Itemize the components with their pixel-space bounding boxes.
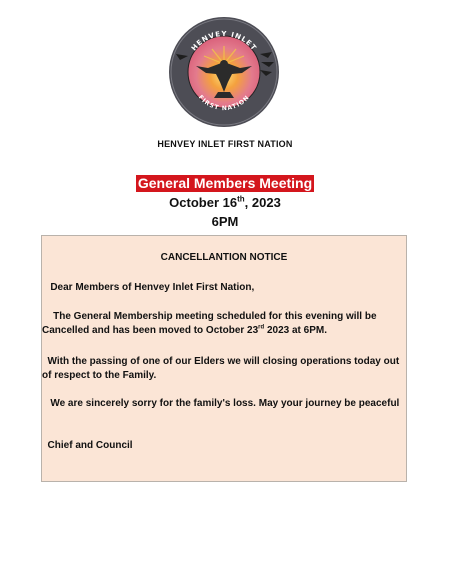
notice-p2-superscript: rd <box>258 324 265 331</box>
event-date-suffix: th <box>237 194 245 204</box>
logo-ring-bottom-text: FIRST NATION <box>196 93 252 113</box>
event-title-wrap <box>0 175 450 193</box>
notice-paragraph-4: We are sincerely sorry for the family's loss. May your journey be peaceful <box>42 398 400 409</box>
notice-p2-text-b: 2023 at 6PM. <box>264 325 327 336</box>
notice-box <box>41 235 407 482</box>
organization-name: HENVEY INLET FIRST NATION <box>157 139 293 149</box>
event-date-prefix: October 16 <box>169 195 238 210</box>
notice-paragraph-2-line-2 <box>42 324 404 338</box>
event-title: General Members Meeting <box>137 175 313 191</box>
event-date <box>0 195 450 211</box>
notice-paragraph-2-line-1: The General Membership meeting scheduled for this evening will be <box>42 311 377 322</box>
event-time: 6PM <box>211 214 239 229</box>
logo-ring-top-text: HENVEY INLET <box>189 29 259 53</box>
notice-heading: CANCELLANTION NOTICE <box>160 252 288 263</box>
notice-paragraph-3-line-2: of respect to the Family. <box>42 370 157 381</box>
nation-logo <box>168 16 280 128</box>
logo-emblem <box>168 16 280 128</box>
notice-greeting: Dear Members of Henvey Inlet First Nation, <box>42 282 255 293</box>
notice-paragraph-3-line-1: With the passing of one of our Elders we will closing operations today out <box>42 356 400 367</box>
event-date-year: , 2023 <box>244 195 281 210</box>
notice-p2-text-a: Cancelled and has been moved to October 23 <box>42 325 259 336</box>
notice-signature: Chief and Council <box>42 440 133 451</box>
